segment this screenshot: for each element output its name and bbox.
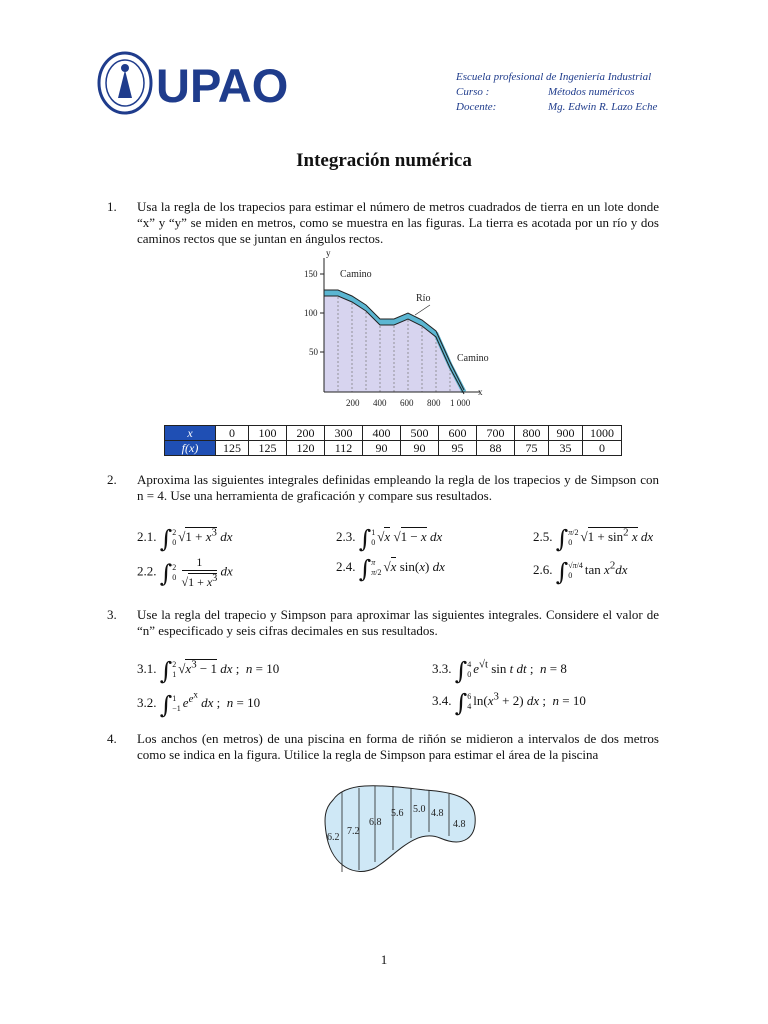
width-label: 6.2	[327, 832, 340, 843]
x-tick: 1 000	[450, 398, 471, 408]
width-label: 4.8	[431, 808, 444, 819]
school-name: Escuela profesional de Ingeniería Industrial	[456, 71, 652, 83]
upao-seal-logo	[96, 50, 154, 116]
problem-1-number: 1.	[107, 199, 117, 214]
item-label: 2.3.	[336, 529, 356, 544]
page-title: Integración numérica	[296, 150, 472, 171]
logo-text: UPAO	[156, 59, 289, 112]
course-value: Métodos numéricos	[548, 86, 635, 98]
integral-3-1: 3.1. ∫2 1 $√x^3 - 1$ dx ; n = 10	[137, 657, 280, 685]
width-label: 4.8	[453, 819, 466, 830]
table-cell: 88	[477, 441, 515, 456]
item-label: 2.6.	[533, 562, 553, 577]
table-cell: 700	[477, 426, 515, 441]
integral-3-2: 3.2. ∫1 −1 $e^{e^x}$ dx ; n = 10	[137, 689, 261, 719]
table-cell: 500	[401, 426, 439, 441]
table-cell: 1000	[583, 426, 622, 441]
table-header-fx: f(x)	[165, 441, 216, 456]
pool-figure	[315, 778, 490, 878]
page-number: 1	[380, 952, 388, 967]
table-cell: 75	[515, 441, 549, 456]
integral-2-3: 2.3. ∫1 0 √x √1 − x dx	[336, 525, 443, 553]
table-cell: 900	[549, 426, 583, 441]
table-row-fx	[165, 441, 622, 456]
label-camino-top: Camino	[340, 269, 372, 280]
x-tick: 800	[427, 398, 441, 408]
integral-3-3: 3.3. ∫4 0 $e^{√t}$ sin t dt ; n = 8	[432, 657, 567, 685]
width-label: 7.2	[347, 826, 360, 837]
course-header	[456, 70, 657, 115]
problem-4-number: 4.	[107, 731, 117, 746]
table-cell: 125	[249, 441, 287, 456]
problem-3-text: Use la regla del trapecio y Simpson para aproximar las siguientes integrales. Considere el valor de “n” especificado y seis cifras decimales en sus resultados.	[137, 607, 659, 638]
y-axis-label: y	[326, 250, 331, 258]
y-tick: 100	[304, 308, 318, 318]
width-label: 5.0	[413, 804, 426, 815]
item-label: 3.2.	[137, 694, 157, 710]
course-key: Curso :	[456, 86, 490, 98]
integral-3-4: 3.4. ∫6 4 $\ln(x^3 + 2)$ dx ; n = 10	[432, 689, 586, 717]
item-label: 3.1.	[137, 661, 157, 676]
table-cell: 0	[583, 441, 622, 456]
integral-2-2: 2.2. ∫2 0 $\frac{1}{√1 + x^3}$ dx	[137, 555, 233, 589]
table-row-x	[165, 426, 622, 441]
table-header-x: x	[165, 426, 216, 441]
y-tick: 50	[309, 347, 318, 357]
table-cell: 35	[549, 441, 583, 456]
table-cell: 800	[515, 426, 549, 441]
x-tick: 600	[400, 398, 414, 408]
problem-1-text: Usa la regla de los trapecios para estimar el número de metros cuadrados de tierra en un lote donde “x” y “y” se miden en metros, como se muestra en las figuras. La tierra es acotada por un río y dos caminos rectos que se juntan en ángulos rectos.	[137, 199, 659, 246]
problem-3-number: 3.	[107, 607, 117, 622]
integral-2-4: 2.4. ∫π π/2 √x sin(x) dx	[336, 555, 445, 583]
problem-2-text: Aproxima las siguientes integrales definidas empleando la regla de los trapecios y de Simpson con n = 4. Use una herramienta de graficación y compare sus resultados.	[137, 472, 659, 503]
problem-2-number: 2.	[107, 472, 117, 487]
land-figure	[300, 250, 490, 410]
table-cell: 95	[439, 441, 477, 456]
x-tick: 400	[373, 398, 387, 408]
table-cell: 112	[325, 441, 363, 456]
teacher-key: Docente:	[456, 101, 497, 113]
item-label: 2.5.	[533, 529, 553, 544]
table-cell: 120	[287, 441, 325, 456]
table-cell: 90	[363, 441, 401, 456]
item-label: 2.4.	[336, 559, 356, 574]
x-axis-label: x	[478, 387, 483, 397]
integral-2-1: 2.1. ∫2 0 $√1 + x^3$ dx	[137, 525, 233, 553]
table-cell: 400	[363, 426, 401, 441]
item-label: 2.2.	[137, 563, 157, 579]
item-label: 3.3.	[432, 661, 452, 676]
item-label: 3.4.	[432, 693, 452, 708]
integral-2-5: 2.5. ∫π/2 0 $√1 + \sin^2 x$ dx	[533, 525, 654, 553]
table-cell: 600	[439, 426, 477, 441]
table-cell: 300	[325, 426, 363, 441]
data-table	[164, 425, 622, 456]
table-cell: 0	[216, 426, 249, 441]
width-label: 5.6	[391, 808, 404, 819]
item-label: 2.1.	[137, 529, 157, 544]
width-label: 6.8	[369, 817, 382, 828]
table-cell: 200	[287, 426, 325, 441]
table-cell: 90	[401, 441, 439, 456]
y-tick: 150	[304, 269, 318, 279]
integral-2-6: 2.6. ∫√π/4 0 $\tan x^2dx$	[533, 558, 628, 586]
problem-4-text: Los anchos (en metros) de una piscina en forma de riñón se midieron a intervalos de dos metros como se indica en la figura. Utilice la regla de Simpson para estimar el área de la piscina	[137, 731, 659, 762]
table-cell: 125	[216, 441, 249, 456]
table-cell: 100	[249, 426, 287, 441]
label-rio: Río	[416, 293, 431, 304]
label-camino-bottom: Camino	[457, 353, 489, 364]
x-tick: 200	[346, 398, 360, 408]
teacher-value: Mg. Edwin R. Lazo Eche	[548, 101, 658, 113]
